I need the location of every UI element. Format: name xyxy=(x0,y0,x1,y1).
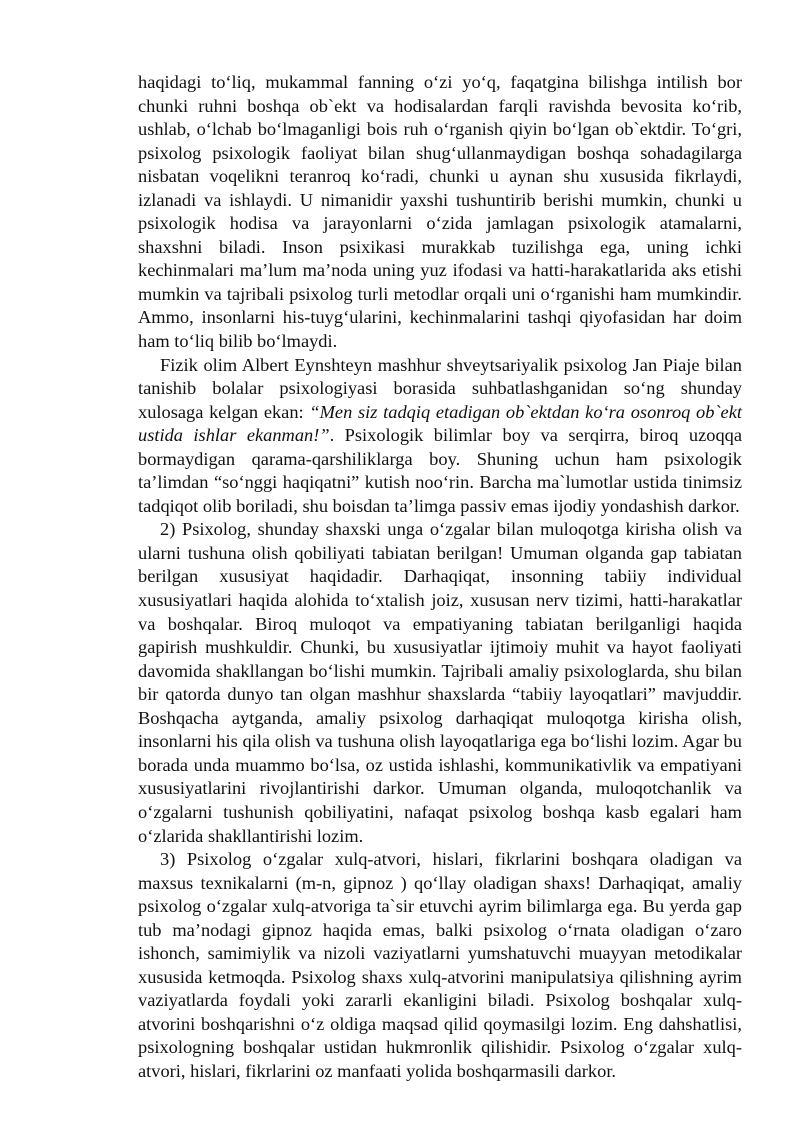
document-page xyxy=(138,71,742,1084)
paragraph-point-2: 2) Psixolog, shunday shaxski unga o‘zgalar bilan muloqotga kirisha olish va ularni tushuna olish qobiliyati tabiatan berilgan! Umuman olganda gap tabiatan berilgan xususiyat haqidadir. Darhaqiqat, insonning tabiiy individual xususiyatlari haqida alohida to‘xtalish joiz, xususan nerv tizimi, hatti-harakatlar va boshqalar. Biroq muloqot va empatiyaning tabiatan berilganligi haqida gapirish mushkuldir. Chunki, bu xususiyatlar ijtimoiy muhit va hayot faoliyati davomida shakllangan bo‘lishi mumkin. Tajribali amaliy psixologlarda, shu bilan bir qatorda dunyo tan olgan mashhur shaxslarda “tabiiy layoqatlari” mavjuddir. Boshqacha aytganda, amaliy psixolog darhaqiqat muloqotga kirisha olish, insonlarni his qila olish va tushuna olish layoqatlariga ega bo‘lishi lozim. Agar bu borada unda muammo bo‘lsa, oz ustida ishlashi, kommunikativlik va empatiyani xususiyatlarini rivojlantirishi darkor. Umuman olganda, muloqotchanlik va o‘zgalarni tushunish qobiliyatini, nafaqat psixolog boshqa kasb egalari ham o‘zlarida shakllantirishi lozim. xyxy=(138,519,742,846)
paragraph-einstein-anecdote xyxy=(138,354,742,519)
einstein-quote: “Men siz tadqiq etadigan ob`ektdan ko‘ra osonroq ob`ekt ustida ishlar ekanman!” xyxy=(138,401,742,446)
paragraph-continuation: haqidagi to‘liq, mukammal fanning o‘zi yo‘q, faqatgina bilishga intilish bor chunki ruhni boshqa ob`ekt va hodisalardan farqli ravishda bevosita ko‘rib, ushlab, o‘lchab bo‘lmaganligi bois ruh o‘rganish qiyin bo‘lgan ob`ektdir. To‘gri, psixolog psixologik faoliyat bilan shug‘ullanmaydigan boshqa sohadagilarga nisbatan voqelikni teranroq ko‘radi, chunki u aynan shu xususida fikrlaydi, izlanadi va ishlaydi. U nimanidir yaxshi tushuntirib berishi mumkin, chunki u psixologik hodisa va jarayonlarni o‘zida jamlagan psixologik atamalarni, shaxshni biladi. Inson psixikasi murakkab tuzilishga ega, uning ichki kechinmalari ma’lum ma’noda uning yuz ifodasi va hatti-harakatlarida aks etishi mumkin va tajribali psixolog turli metodlar orqali uni o‘rganishi ham mumkindir. Ammo, insonlarni his-tuyg‘ularini, kechinmalarini tashqi qiyofasidan har doim ham to‘liq bilib bo‘lmaydi. xyxy=(138,72,742,352)
paragraph-point-3: 3) Psixolog o‘zgalar xulq-atvori, hislari, fikrlarini boshqara oladigan va maxsus texnikalarni (m-n, gipnoz ) qo‘llay oladigan shaxs! Darhaqiqat, amaliy psixolog o‘zgalar xulq-atvoriga ta`sir etuvchi ayrim bilimlarga ega. Bu yerda gap tub ma’nodagi gipnoz haqida emas, balki psixolog o‘rnata oladigan o‘zaro ishonch, samimiylik va nizoli vaziyatlarni yumshatuvchi muayyan metodikalar xususida ketmoqda. Psixolog shaxs xulq-atvorini manipulatsiya qilishning ayrim vaziyatlarda foydali yoki zararli ekanligini biladi. Psixolog boshqalar xulq-atvorini boshqarishni o‘z oldiga maqsad qilid qoymasilgi lozim. Eng dahshatlisi, psixologning boshqalar ustidan hukmronlik qilishidir. Psixolog o‘zgalar xulq-atvori, hislari, fikrlarini oz manfaati yolida boshqarmasili darkor. xyxy=(138,849,742,1081)
paragraph-text: . Psixologik bilimlar boy va serqirra, biroq uzoqqa bormaydigan qarama-qarshiliklarga boy. Shuning uchun ham psixologik ta’limdan “so‘nggi haqiqatni” kutish noo‘rin. Barcha ma`lumotlar ustida tinimsiz tadqiqot olib boriladi, shu boisdan ta’limga passiv emas ijodiy yondashish darkor. xyxy=(138,425,743,516)
paragraph-text: Fizik olim Albert Eynshteyn mashhur shveytsariyalik psixolog Jan Piaje bilan tanishib bolalar psixologiyasi borasida suhbatlashganidan so‘ng shunday xulosaga kelgan ekan: xyxy=(138,354,742,422)
